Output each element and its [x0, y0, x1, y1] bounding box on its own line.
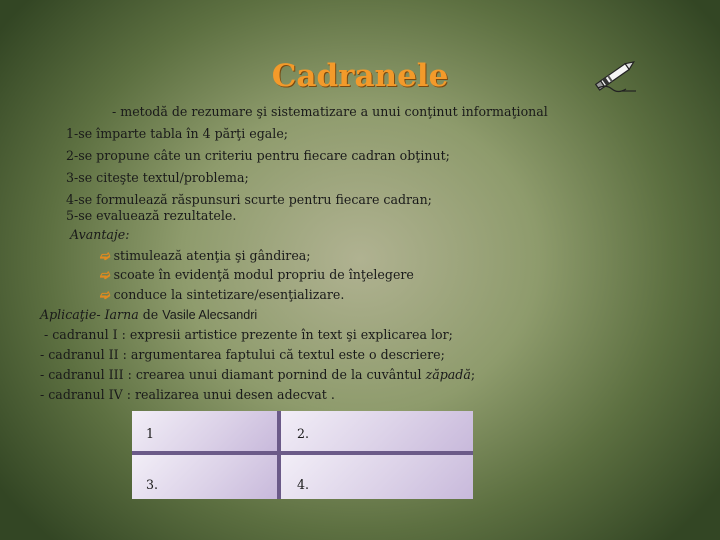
arrow-bullet-icon: ➫ — [100, 287, 111, 302]
quadrant-4-text: - cadranul IV : realizarea unui desen adecvat . — [40, 387, 335, 402]
quadrant-2-text: - cadranul II : argumentarea faptului că textul este o descriere; — [40, 347, 445, 362]
slide-title: Cadranele — [271, 58, 449, 94]
step-5: 5-se evaluează rezultatele. — [66, 208, 237, 223]
step-4: 4-se formulează răspunsuri scurte pentru fiecare cadran; — [66, 192, 432, 207]
step-3: 3-se citeşte textul/problema; — [66, 170, 249, 185]
quadrant-label-3: 3. — [146, 477, 159, 492]
grid-divider-vertical — [277, 411, 281, 499]
application-line: Aplicaţie- Iarna de Vasile Alecsandri — [40, 307, 258, 322]
advantage-item: ➫ scoate în evidenţă modul propriu de înţelegere — [100, 267, 414, 282]
intro-text: - metodă de rezumare şi sistematizare a unui conţinut informaţional — [112, 104, 548, 119]
advantages-label: Avantaje: — [70, 227, 130, 242]
step-1: 1-se împarte tabla în 4 părţi egale; — [66, 126, 289, 141]
pencil-icon — [592, 56, 640, 94]
arrow-bullet-icon: ➫ — [100, 248, 111, 263]
quadrant-label-1: 1 — [146, 426, 155, 441]
quadrant-label-2: 2. — [297, 426, 310, 441]
arrow-bullet-icon: ➫ — [100, 267, 111, 282]
advantage-item: ➫ stimulează atenţia şi gândirea; — [100, 248, 311, 263]
grid-divider-horizontal — [132, 451, 473, 455]
advantage-item: ➫ conduce la sintetizare/esenţializare. — [100, 287, 345, 302]
quadrant-3-text: - cadranul III : crearea unui diamant pornind de la cuvântul zăpadă; — [40, 367, 476, 382]
quadrant-1-text: - cadranul I : expresii artistice prezente în text şi explicarea lor; — [44, 327, 453, 342]
quadrant-label-4: 4. — [297, 477, 310, 492]
step-2: 2-se propune câte un criteriu pentru fiecare cadran obţinut; — [66, 148, 450, 163]
quadrant-cell-4 — [281, 455, 473, 499]
quadrant-cell-2 — [281, 411, 473, 451]
quadrant-grid — [132, 411, 473, 499]
